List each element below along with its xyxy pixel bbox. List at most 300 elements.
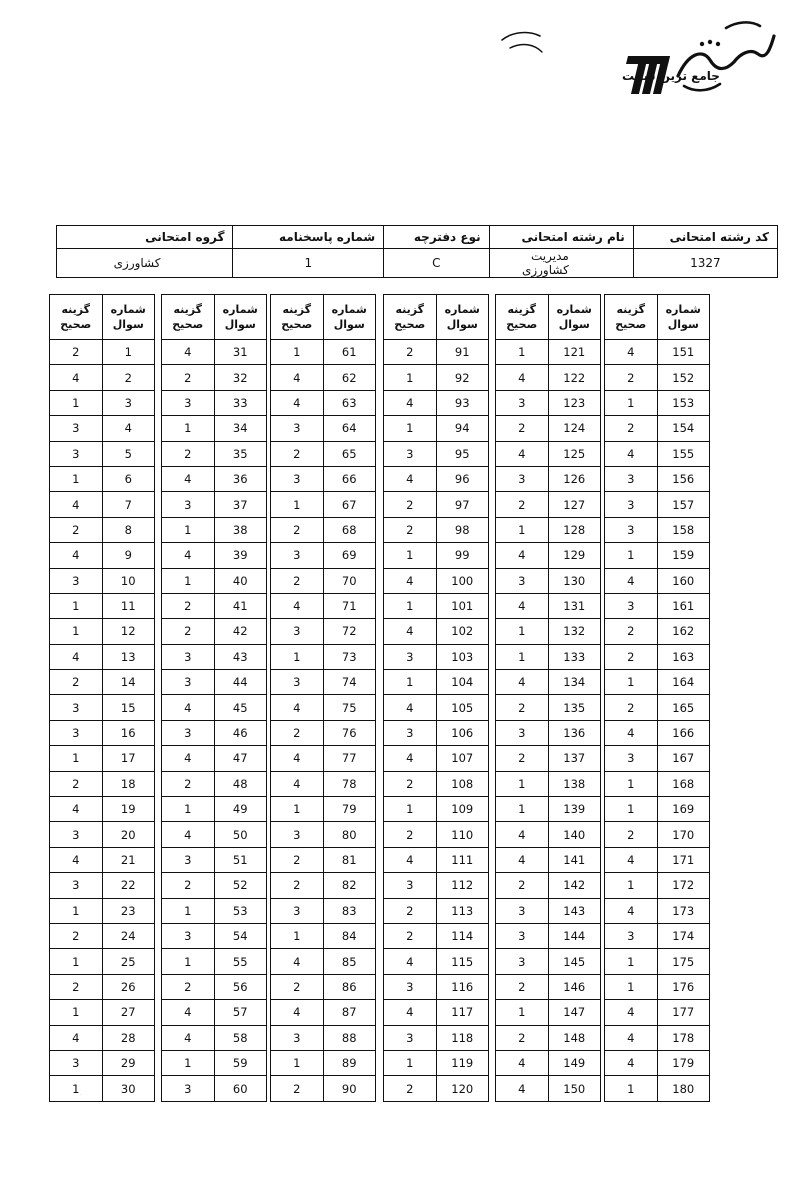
- correct-option-header: گزینه صحیح: [271, 295, 324, 340]
- answer-row: [605, 365, 710, 390]
- correct-option: 4: [384, 746, 437, 771]
- question-number: 131: [548, 593, 601, 618]
- correct-option: 1: [50, 466, 103, 491]
- question-number: 22: [102, 873, 155, 898]
- answer-row: [50, 416, 155, 441]
- correct-option: 2: [496, 1025, 549, 1050]
- answer-row: [271, 949, 376, 974]
- answer-row: [605, 1050, 710, 1075]
- sanjesh-logo-mark: [488, 14, 778, 94]
- correct-option: 3: [271, 466, 324, 491]
- correct-option: 4: [605, 847, 658, 872]
- answer-row: [50, 543, 155, 568]
- answer-block-6: [604, 294, 710, 1102]
- answer-row: [384, 771, 489, 796]
- question-number: 81: [323, 847, 376, 872]
- question-number: 169: [657, 797, 710, 822]
- question-number: 146: [548, 974, 601, 999]
- answer-row: [384, 822, 489, 847]
- question-number: 31: [214, 340, 267, 365]
- correct-option: 4: [384, 466, 437, 491]
- answer-row: [271, 720, 376, 745]
- question-number: 134: [548, 670, 601, 695]
- correct-option: 3: [271, 670, 324, 695]
- question-number-header: شماره سوال: [436, 295, 489, 340]
- correct-option: 3: [50, 822, 103, 847]
- correct-option: 3: [271, 1025, 324, 1050]
- answer-row: [271, 390, 376, 415]
- correct-option: 2: [384, 517, 437, 542]
- answer-row: [605, 746, 710, 771]
- correct-option: 2: [496, 873, 549, 898]
- correct-option: 2: [496, 416, 549, 441]
- answer-row: [271, 644, 376, 669]
- question-number: 21: [102, 847, 155, 872]
- answer-row: [384, 1076, 489, 1101]
- question-number: 65: [323, 441, 376, 466]
- correct-option: 3: [384, 1025, 437, 1050]
- question-number: 15: [102, 695, 155, 720]
- question-number: 103: [436, 644, 489, 669]
- question-number: 150: [548, 1076, 601, 1101]
- correct-option: 4: [50, 543, 103, 568]
- question-number: 17: [102, 746, 155, 771]
- question-number: 165: [657, 695, 710, 720]
- question-number: 26: [102, 974, 155, 999]
- answer-row: [50, 695, 155, 720]
- answer-row: [271, 822, 376, 847]
- answer-row: [384, 873, 489, 898]
- answer-row: [50, 365, 155, 390]
- answer-row: [496, 746, 601, 771]
- question-number: 139: [548, 797, 601, 822]
- answer-block-1: [49, 294, 155, 1102]
- correct-option: 3: [162, 492, 215, 517]
- question-number: 167: [657, 746, 710, 771]
- answer-row: [162, 1076, 267, 1101]
- question-number: 160: [657, 568, 710, 593]
- question-number: 3: [102, 390, 155, 415]
- correct-option: 1: [496, 644, 549, 669]
- correct-option-header: گزینه صحیح: [384, 295, 437, 340]
- correct-option: 3: [162, 670, 215, 695]
- answer-row: [384, 949, 489, 974]
- correct-option: 2: [496, 746, 549, 771]
- correct-option: 3: [50, 1050, 103, 1075]
- correct-option: 1: [605, 974, 658, 999]
- question-number: 176: [657, 974, 710, 999]
- question-number: 164: [657, 670, 710, 695]
- question-number-header: شماره سوال: [548, 295, 601, 340]
- scan-artifact: .: [80, 1090, 82, 1097]
- question-number: 162: [657, 619, 710, 644]
- answer-row: [496, 340, 601, 365]
- answer-row: [384, 746, 489, 771]
- correct-option: 1: [50, 1000, 103, 1025]
- answer-row: [496, 492, 601, 517]
- correct-option: 3: [271, 543, 324, 568]
- question-number: 108: [436, 771, 489, 796]
- answer-row: [50, 670, 155, 695]
- question-number: 86: [323, 974, 376, 999]
- question-number: 71: [323, 593, 376, 618]
- question-number-header: شماره سوال: [214, 295, 267, 340]
- correct-option: 4: [605, 898, 658, 923]
- answer-row: [50, 644, 155, 669]
- correct-option: 2: [271, 517, 324, 542]
- correct-option: 4: [605, 1025, 658, 1050]
- answer-row: [162, 466, 267, 491]
- correct-option: 3: [162, 1076, 215, 1101]
- question-number: 102: [436, 619, 489, 644]
- correct-option: 2: [496, 492, 549, 517]
- answer-row: [605, 1000, 710, 1025]
- question-number: 105: [436, 695, 489, 720]
- answer-row: [605, 517, 710, 542]
- answer-row: [384, 416, 489, 441]
- answer-row: [162, 441, 267, 466]
- question-number: 161: [657, 593, 710, 618]
- correct-option: 1: [384, 593, 437, 618]
- answer-row: [162, 1050, 267, 1075]
- question-number: 77: [323, 746, 376, 771]
- answer-row: [271, 492, 376, 517]
- question-number: 79: [323, 797, 376, 822]
- question-number: 33: [214, 390, 267, 415]
- question-number: 119: [436, 1050, 489, 1075]
- correct-option: 3: [271, 619, 324, 644]
- question-number: 137: [548, 746, 601, 771]
- question-number: 18: [102, 771, 155, 796]
- answer-row: [162, 568, 267, 593]
- answer-row: [605, 568, 710, 593]
- answer-row: [271, 543, 376, 568]
- correct-option: 3: [271, 898, 324, 923]
- correct-option: 3: [384, 974, 437, 999]
- correct-option: 1: [162, 1050, 215, 1075]
- answer-row: [496, 670, 601, 695]
- question-number: 66: [323, 466, 376, 491]
- correct-option: 4: [271, 949, 324, 974]
- question-number: 10: [102, 568, 155, 593]
- correct-option: 4: [496, 593, 549, 618]
- correct-option: 3: [384, 873, 437, 898]
- correct-option: 4: [162, 543, 215, 568]
- question-number: 2: [102, 365, 155, 390]
- answer-row: [384, 517, 489, 542]
- question-number: 130: [548, 568, 601, 593]
- question-number: 94: [436, 416, 489, 441]
- correct-option: 2: [605, 644, 658, 669]
- question-number: 96: [436, 466, 489, 491]
- question-number: 116: [436, 974, 489, 999]
- correct-option: 4: [605, 1050, 658, 1075]
- answer-row: [496, 644, 601, 669]
- question-number: 58: [214, 1025, 267, 1050]
- correct-option: 4: [496, 822, 549, 847]
- question-number: 23: [102, 898, 155, 923]
- answer-row: [162, 847, 267, 872]
- answer-row: [162, 644, 267, 669]
- answer-row: [271, 797, 376, 822]
- correct-option: 1: [605, 390, 658, 415]
- correct-option: 1: [162, 517, 215, 542]
- question-number: 78: [323, 771, 376, 796]
- answer-row: [384, 644, 489, 669]
- answer-row: [271, 1076, 376, 1101]
- correct-option: 4: [384, 847, 437, 872]
- correct-option: 1: [271, 797, 324, 822]
- answer-row: [50, 873, 155, 898]
- correct-option: 2: [384, 771, 437, 796]
- answer-row: [162, 695, 267, 720]
- correct-option: 2: [384, 1076, 437, 1101]
- exam-group-label: گروه امتحانی: [57, 226, 233, 249]
- answer-row: [605, 822, 710, 847]
- answer-row: [271, 568, 376, 593]
- correct-option: 4: [271, 695, 324, 720]
- question-number: 64: [323, 416, 376, 441]
- correct-option: 1: [496, 619, 549, 644]
- question-number: 47: [214, 746, 267, 771]
- answer-row: [271, 746, 376, 771]
- correct-option: 1: [496, 517, 549, 542]
- correct-option: 4: [271, 746, 324, 771]
- question-number: 140: [548, 822, 601, 847]
- answer-row: [50, 340, 155, 365]
- question-number: 151: [657, 340, 710, 365]
- correct-option: 2: [605, 416, 658, 441]
- correct-option: 4: [605, 441, 658, 466]
- answer-row: [162, 619, 267, 644]
- question-number: 55: [214, 949, 267, 974]
- answer-row: [496, 1050, 601, 1075]
- correct-option: 3: [605, 923, 658, 948]
- answer-row: [271, 517, 376, 542]
- correct-option: 4: [162, 746, 215, 771]
- question-number: 91: [436, 340, 489, 365]
- answer-row: [496, 923, 601, 948]
- question-number: 120: [436, 1076, 489, 1101]
- correct-option: 4: [50, 1025, 103, 1050]
- answer-row: [496, 1000, 601, 1025]
- answer-row: [605, 847, 710, 872]
- correct-option: 3: [496, 949, 549, 974]
- answer-row: [162, 1000, 267, 1025]
- answer-row: [162, 898, 267, 923]
- answer-row: [605, 593, 710, 618]
- correct-option: 1: [605, 670, 658, 695]
- correct-option: 2: [384, 822, 437, 847]
- question-number: 5: [102, 441, 155, 466]
- correct-option: 4: [271, 771, 324, 796]
- answer-row: [50, 1025, 155, 1050]
- answer-sheet-label: شماره پاسخنامه: [233, 226, 384, 249]
- answer-row: [605, 797, 710, 822]
- question-number: 48: [214, 771, 267, 796]
- answer-row: [605, 949, 710, 974]
- question-number: 34: [214, 416, 267, 441]
- answer-row: [271, 1050, 376, 1075]
- answer-row: [496, 1076, 601, 1101]
- question-number: 149: [548, 1050, 601, 1075]
- answer-row: [50, 517, 155, 542]
- question-number: 138: [548, 771, 601, 796]
- correct-option: 4: [496, 1050, 549, 1075]
- answer-row: [384, 1000, 489, 1025]
- correct-option: 3: [50, 568, 103, 593]
- correct-option: 1: [384, 365, 437, 390]
- answer-row: [271, 340, 376, 365]
- correct-option: 3: [496, 568, 549, 593]
- correct-option: 3: [384, 441, 437, 466]
- answer-row: [496, 822, 601, 847]
- question-number: 49: [214, 797, 267, 822]
- question-number: 42: [214, 619, 267, 644]
- question-number: 83: [323, 898, 376, 923]
- question-number: 173: [657, 898, 710, 923]
- question-number: 144: [548, 923, 601, 948]
- question-number: 63: [323, 390, 376, 415]
- answer-row: [384, 974, 489, 999]
- correct-option: 2: [162, 593, 215, 618]
- answer-row: [50, 568, 155, 593]
- correct-option: 2: [50, 517, 103, 542]
- answer-row: [605, 771, 710, 796]
- exam-code-label: کد رشته امتحانی: [633, 226, 777, 249]
- correct-option: 4: [162, 1025, 215, 1050]
- correct-option: 3: [384, 720, 437, 745]
- answer-row: [605, 873, 710, 898]
- question-number: 171: [657, 847, 710, 872]
- question-number-header: شماره سوال: [102, 295, 155, 340]
- question-number: 111: [436, 847, 489, 872]
- question-number: 113: [436, 898, 489, 923]
- answer-key-grid: [0, 294, 800, 1096]
- question-number: 14: [102, 670, 155, 695]
- correct-option: 3: [605, 593, 658, 618]
- correct-option: 3: [50, 441, 103, 466]
- answer-row: [50, 797, 155, 822]
- correct-option: 2: [605, 365, 658, 390]
- answer-row: [162, 720, 267, 745]
- question-number: 143: [548, 898, 601, 923]
- answer-row: [50, 720, 155, 745]
- question-number: 20: [102, 822, 155, 847]
- correct-option: 4: [50, 847, 103, 872]
- question-number: 159: [657, 543, 710, 568]
- question-number: 57: [214, 1000, 267, 1025]
- answer-row: [162, 797, 267, 822]
- correct-option: 1: [605, 873, 658, 898]
- question-number: 7: [102, 492, 155, 517]
- answer-row: [496, 517, 601, 542]
- answer-row: [162, 746, 267, 771]
- answer-row: [271, 670, 376, 695]
- correct-option: 3: [605, 466, 658, 491]
- question-number: 24: [102, 923, 155, 948]
- correct-option: 4: [496, 365, 549, 390]
- question-number: 69: [323, 543, 376, 568]
- answer-row: [605, 974, 710, 999]
- logo-tagline: جامع ترین سایت: [622, 69, 720, 83]
- answer-row: [271, 365, 376, 390]
- correct-option: 4: [384, 1000, 437, 1025]
- question-number: 179: [657, 1050, 710, 1075]
- correct-option: 3: [50, 695, 103, 720]
- answer-row: [384, 619, 489, 644]
- correct-option: 4: [162, 822, 215, 847]
- question-number: 129: [548, 543, 601, 568]
- answer-row: [271, 974, 376, 999]
- correct-option: 4: [605, 568, 658, 593]
- question-number: 126: [548, 466, 601, 491]
- answer-row: [605, 1025, 710, 1050]
- correct-option: 1: [271, 492, 324, 517]
- question-number: 87: [323, 1000, 376, 1025]
- question-number: 32: [214, 365, 267, 390]
- question-number: 6: [102, 466, 155, 491]
- question-number: 4: [102, 416, 155, 441]
- correct-option: 1: [496, 771, 549, 796]
- answer-row: [50, 390, 155, 415]
- correct-option: 2: [384, 923, 437, 948]
- answer-row: [496, 873, 601, 898]
- answer-row: [496, 797, 601, 822]
- correct-option: 1: [271, 340, 324, 365]
- question-number: 59: [214, 1050, 267, 1075]
- answer-row: [271, 1000, 376, 1025]
- answer-block-4: [383, 294, 489, 1102]
- answer-row: [50, 898, 155, 923]
- answer-row: [496, 847, 601, 872]
- correct-option: 1: [605, 771, 658, 796]
- answer-row: [496, 593, 601, 618]
- answer-row: [271, 619, 376, 644]
- correct-option: 4: [384, 619, 437, 644]
- correct-option: 3: [162, 720, 215, 745]
- answer-row: [162, 492, 267, 517]
- answer-row: [50, 847, 155, 872]
- correct-option: 1: [162, 797, 215, 822]
- correct-option: 1: [271, 923, 324, 948]
- correct-option: 2: [162, 974, 215, 999]
- correct-option: 4: [605, 1000, 658, 1025]
- question-number: 178: [657, 1025, 710, 1050]
- question-number: 121: [548, 340, 601, 365]
- answer-row: [496, 416, 601, 441]
- correct-option: 3: [50, 720, 103, 745]
- answer-row: [496, 619, 601, 644]
- question-number: 110: [436, 822, 489, 847]
- correct-option: 4: [271, 593, 324, 618]
- correct-option: 4: [162, 695, 215, 720]
- question-number: 122: [548, 365, 601, 390]
- correct-option: 4: [271, 365, 324, 390]
- question-number: 82: [323, 873, 376, 898]
- correct-option: 2: [50, 340, 103, 365]
- correct-option: 3: [50, 416, 103, 441]
- question-number: 44: [214, 670, 267, 695]
- answer-row: [50, 949, 155, 974]
- correct-option: 1: [50, 619, 103, 644]
- correct-option: 3: [496, 898, 549, 923]
- booklet-type-value: C: [384, 249, 490, 278]
- question-number: 166: [657, 720, 710, 745]
- exam-name-value: مدیریت کشاورزی: [489, 249, 633, 278]
- question-number: 101: [436, 593, 489, 618]
- question-number: 25: [102, 949, 155, 974]
